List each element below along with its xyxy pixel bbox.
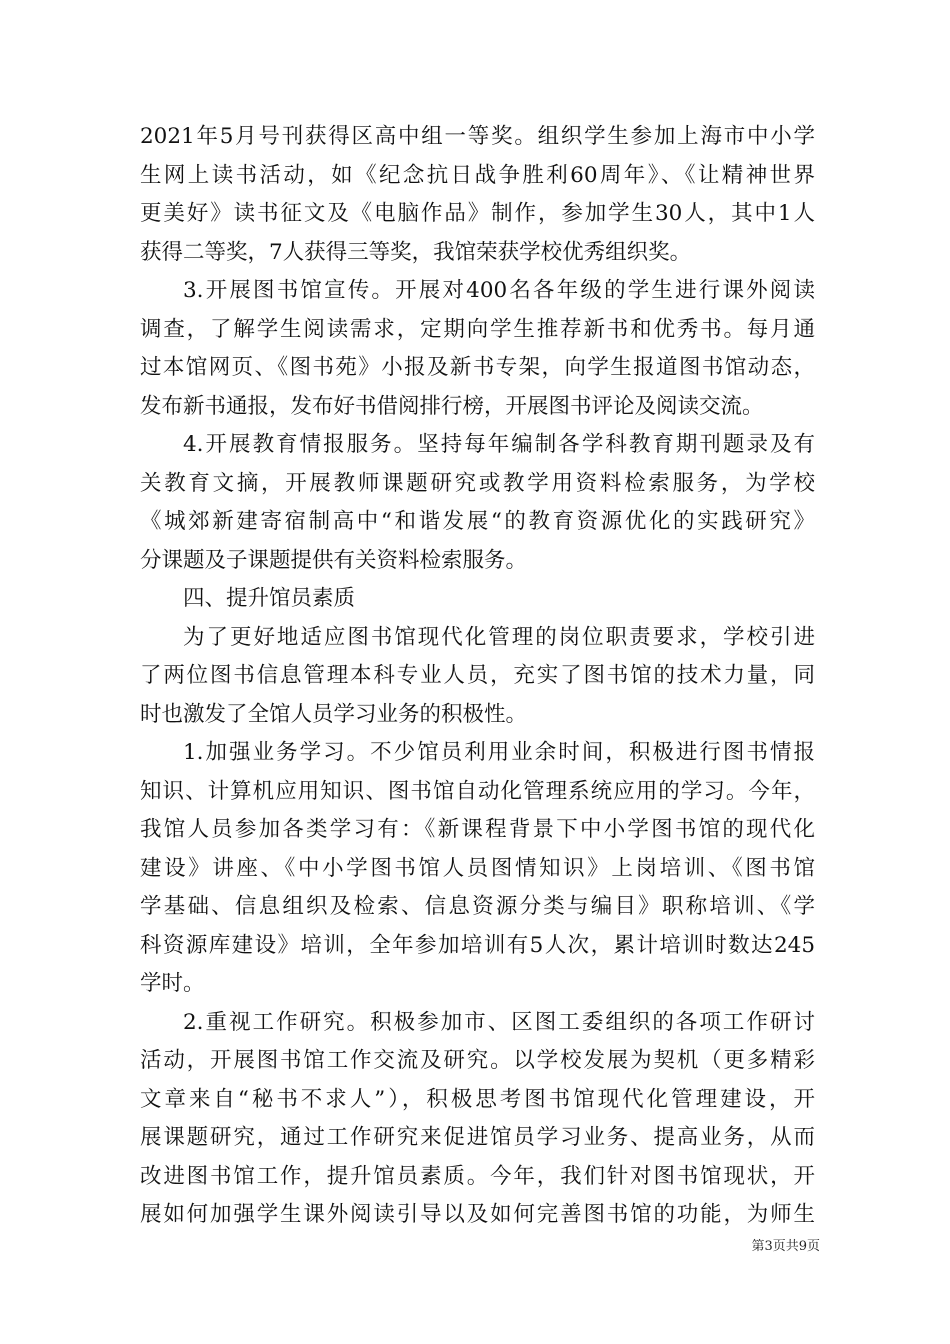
text-line: 为了更好地适应图书馆现代化管理的岗位职责要求，学校引进 xyxy=(183,624,815,650)
text-line: 学基础、信息组织及检索、信息资源分类与编目》职称培训、《学 xyxy=(140,894,815,919)
text-line: 过本馆网页、《图书苑》小报及新书专架，向学生报道图书馆动态， xyxy=(140,355,815,380)
text-line: 知识、计算机应用知识、图书馆自动化管理系统应用的学习。今年， xyxy=(140,778,815,804)
text-line: 更美好》读书征文及《电脑作品》制作，参加学生30人，其中1人 xyxy=(140,201,815,226)
text-line: 展课题研究，通过工作研究来促进馆员学习业务、提高业务，从而 xyxy=(140,1125,815,1150)
text-line: 改进图书馆工作，提升馆员素质。今年，我们针对图书馆现状，开 xyxy=(140,1163,815,1189)
text-line: 4.开展教育情报服务。坚持每年编制各学科教育期刊题录及有 xyxy=(183,432,815,457)
text-line: 《城郊新建寄宿制高中“和谐发展“的教育资源优化的实践研究》 xyxy=(140,509,815,534)
text-line: 建设》讲座、《中小学图书馆人员图情知识》上岗培训、《图书馆 xyxy=(140,855,815,881)
text-line: 时也激发了全馆人员学习业务的积极性。 xyxy=(140,701,528,727)
text-line: 展如何加强学生课外阅读引导以及如何完善图书馆的功能，为师生 xyxy=(140,1202,815,1227)
text-line: 学时。 xyxy=(140,971,205,996)
text-line: 四、提升馆员素质 xyxy=(183,586,356,611)
text-line: 2.重视工作研究。积极参加市、区图工委组织的各项工作研讨 xyxy=(183,1009,815,1035)
text-line: 分课题及子课题提供有关资料检索服务。 xyxy=(140,547,528,573)
text-line: 文章来自“秘书不求人”），积极思考图书馆现代化管理建设，开 xyxy=(140,1086,815,1112)
text-line: 获得二等奖，7人获得三等奖，我馆荣获学校优秀组织奖。 xyxy=(140,239,692,265)
text-line: 调查，了解学生阅读需求，定期向学生推荐新书和优秀书。每月通 xyxy=(140,316,815,342)
text-line: 了两位图书信息管理本科专业人员，充实了图书馆的技术力量，同 xyxy=(140,663,815,688)
text-line: 活动，开展图书馆工作交流及研究。以学校发展为契机（更多精彩 xyxy=(140,1048,815,1073)
text-line: 2021年5月号刊获得区高中组一等奖。组织学生参加上海市中小学 xyxy=(140,124,815,149)
text-line: 科资源库建设》培训，全年参加培训有5人次，累计培训时数达245 xyxy=(140,932,815,958)
text-line: 3.开展图书馆宣传。开展对400名各年级的学生进行课外阅读 xyxy=(183,278,815,303)
text-line: 发布新书通报，发布好书借阅排行榜，开展图书评论及阅读交流。 xyxy=(140,393,764,419)
page-number: 第3页共9页 xyxy=(751,1239,820,1254)
text-line: 关教育文摘，开展教师课题研究或教学用资料检索服务，为学校 xyxy=(140,470,815,496)
text-line: 生网上读书活动，如《纪念抗日战争胜利60周年》、《让精神世界 xyxy=(140,162,815,188)
text-line: 我馆人员参加各类学习有：《新课程背景下中小学图书馆的现代化 xyxy=(140,817,815,842)
document-body xyxy=(140,118,815,1235)
text-line: 1.加强业务学习。不少馆员利用业余时间，积极进行图书情报 xyxy=(183,740,815,765)
